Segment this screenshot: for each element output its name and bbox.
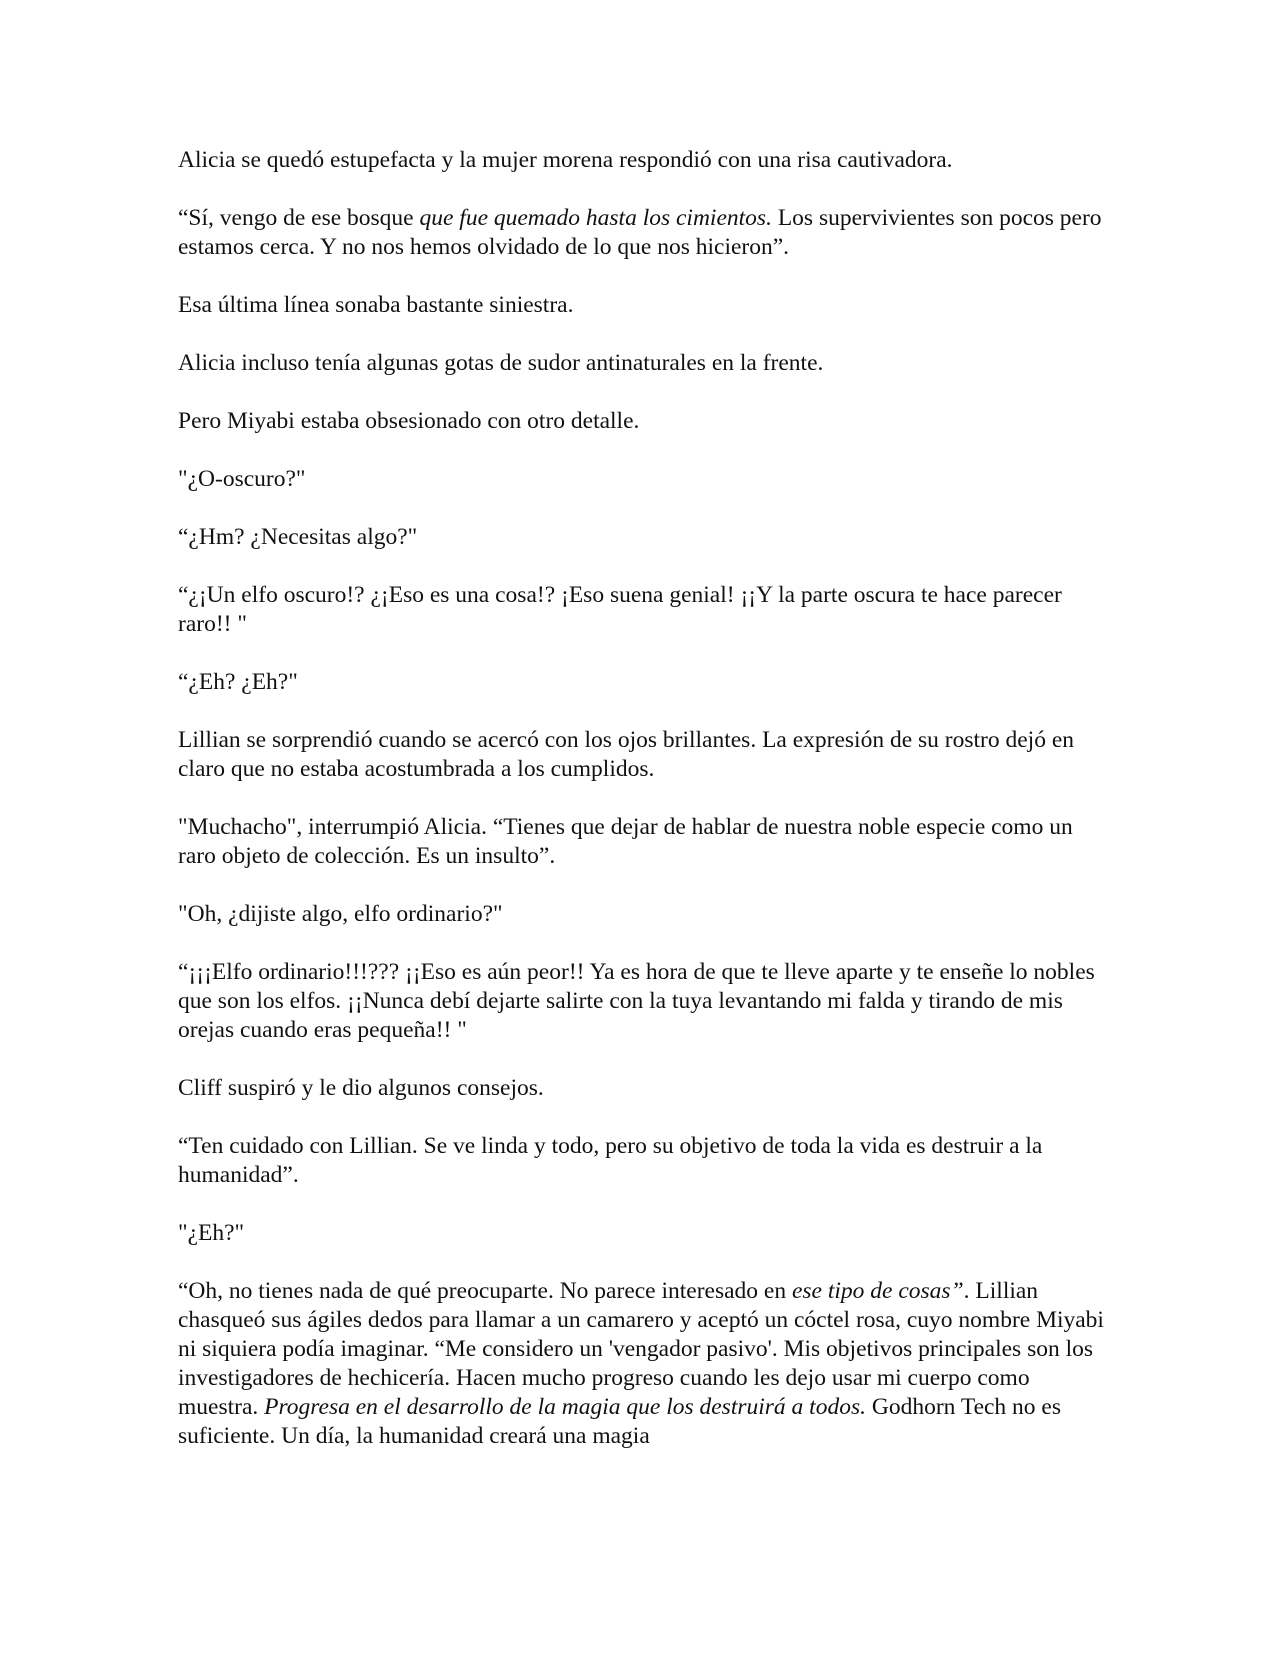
text-segment: “Oh, no tienes nada de qué preocuparte. No parece interesado en [178,1278,792,1304]
paragraph [178,813,1108,871]
paragraph [178,1219,1108,1248]
paragraph [178,726,1108,784]
text-segment: “¿¡Un elfo oscuro!? ¿¡Eso es una cosa!? ¡Eso suena genial! ¡¡Y la parte oscura te hace parecer raro!! " [178,582,1062,637]
text-segment: Lillian se sorprendió cuando se acercó con los ojos brillantes. La expresión de su rostro dejó en claro que no estaba acostumbrada a los cumplidos. [178,727,1075,782]
paragraph [178,291,1108,320]
text-segment: “Sí, vengo de ese bosque [178,205,420,231]
text-segment: Cliff suspiró y le dio algunos consejos. [178,1075,544,1101]
paragraph [178,465,1108,494]
text-segment: Los supervivientes son pocos pero estamos cerca. Y no nos hemos olvidado de lo que nos hicieron”. [178,205,1102,260]
paragraph [178,1132,1108,1190]
paragraph [178,407,1108,436]
text-segment: “Ten cuidado con Lillian. Se ve linda y todo, pero su objetivo de toda la vida es destruir a la humanidad”. [178,1133,1043,1188]
paragraph [178,349,1108,378]
text-segment: “¡¡¡Elfo ordinario!!!??? ¡¡Eso es aún peor!! Ya es hora de que te lleve aparte y te enseñe lo nobles que son los elfos. ¡¡Nunca debí dejarte salirte con la tuya levantando mi falda y tirando de mis orejas cuando eras pequeña!! " [178,959,1095,1043]
paragraph [178,204,1108,262]
text-segment: “¿Hm? ¿Necesitas algo?" [178,524,418,550]
paragraph [178,523,1108,552]
paragraph [178,958,1108,1045]
text-segment: Godhorn Tech no es suficiente. Un día, la humanidad creará una magia [178,1394,1062,1449]
italic-text-segment: ese tipo de cosas” [791,1278,964,1304]
text-segment: Esa última línea sonaba bastante siniestra. [178,292,574,318]
text-segment: "Oh, ¿dijiste algo, elfo ordinario?" [178,901,503,927]
document-body [178,146,1108,1480]
paragraph [178,900,1108,929]
paragraph [178,1074,1108,1103]
paragraph [178,668,1108,697]
paragraph [178,1277,1108,1451]
text-segment: "¿O-oscuro?" [178,466,306,492]
paragraph [178,581,1108,639]
paragraph [178,146,1108,175]
text-segment: "¿Eh?" [178,1220,245,1246]
text-segment: "Muchacho", interrumpió Alicia. “Tienes que dejar de hablar de nuestra noble especie como un raro objeto de colección. Es un insulto”. [178,814,1073,869]
text-segment: Alicia se quedó estupefacta y la mujer morena respondió con una risa cautivadora. [178,147,953,173]
text-segment: Alicia incluso tenía algunas gotas de sudor antinaturales en la frente. [178,350,824,376]
text-segment: “¿Eh? ¿Eh?" [178,669,298,695]
italic-text-segment: que fue quemado hasta los cimientos. [419,205,772,231]
text-segment: . Lillian chasqueó sus ágiles dedos para llamar a un camarero y aceptó un cóctel rosa, cuyo nombre Miyabi ni siquiera podía imaginar. “Me considero un 'vengador pasivo'. Mis objetivos principales son los investigadores de hechicería. Hacen mucho progreso cuando les dejo usar mi cuerpo como muestra. [178,1278,1104,1420]
italic-text-segment: Progresa en el desarrollo de la magia que los destruirá a todos. [264,1394,866,1420]
text-segment: Pero Miyabi estaba obsesionado con otro detalle. [178,408,640,434]
